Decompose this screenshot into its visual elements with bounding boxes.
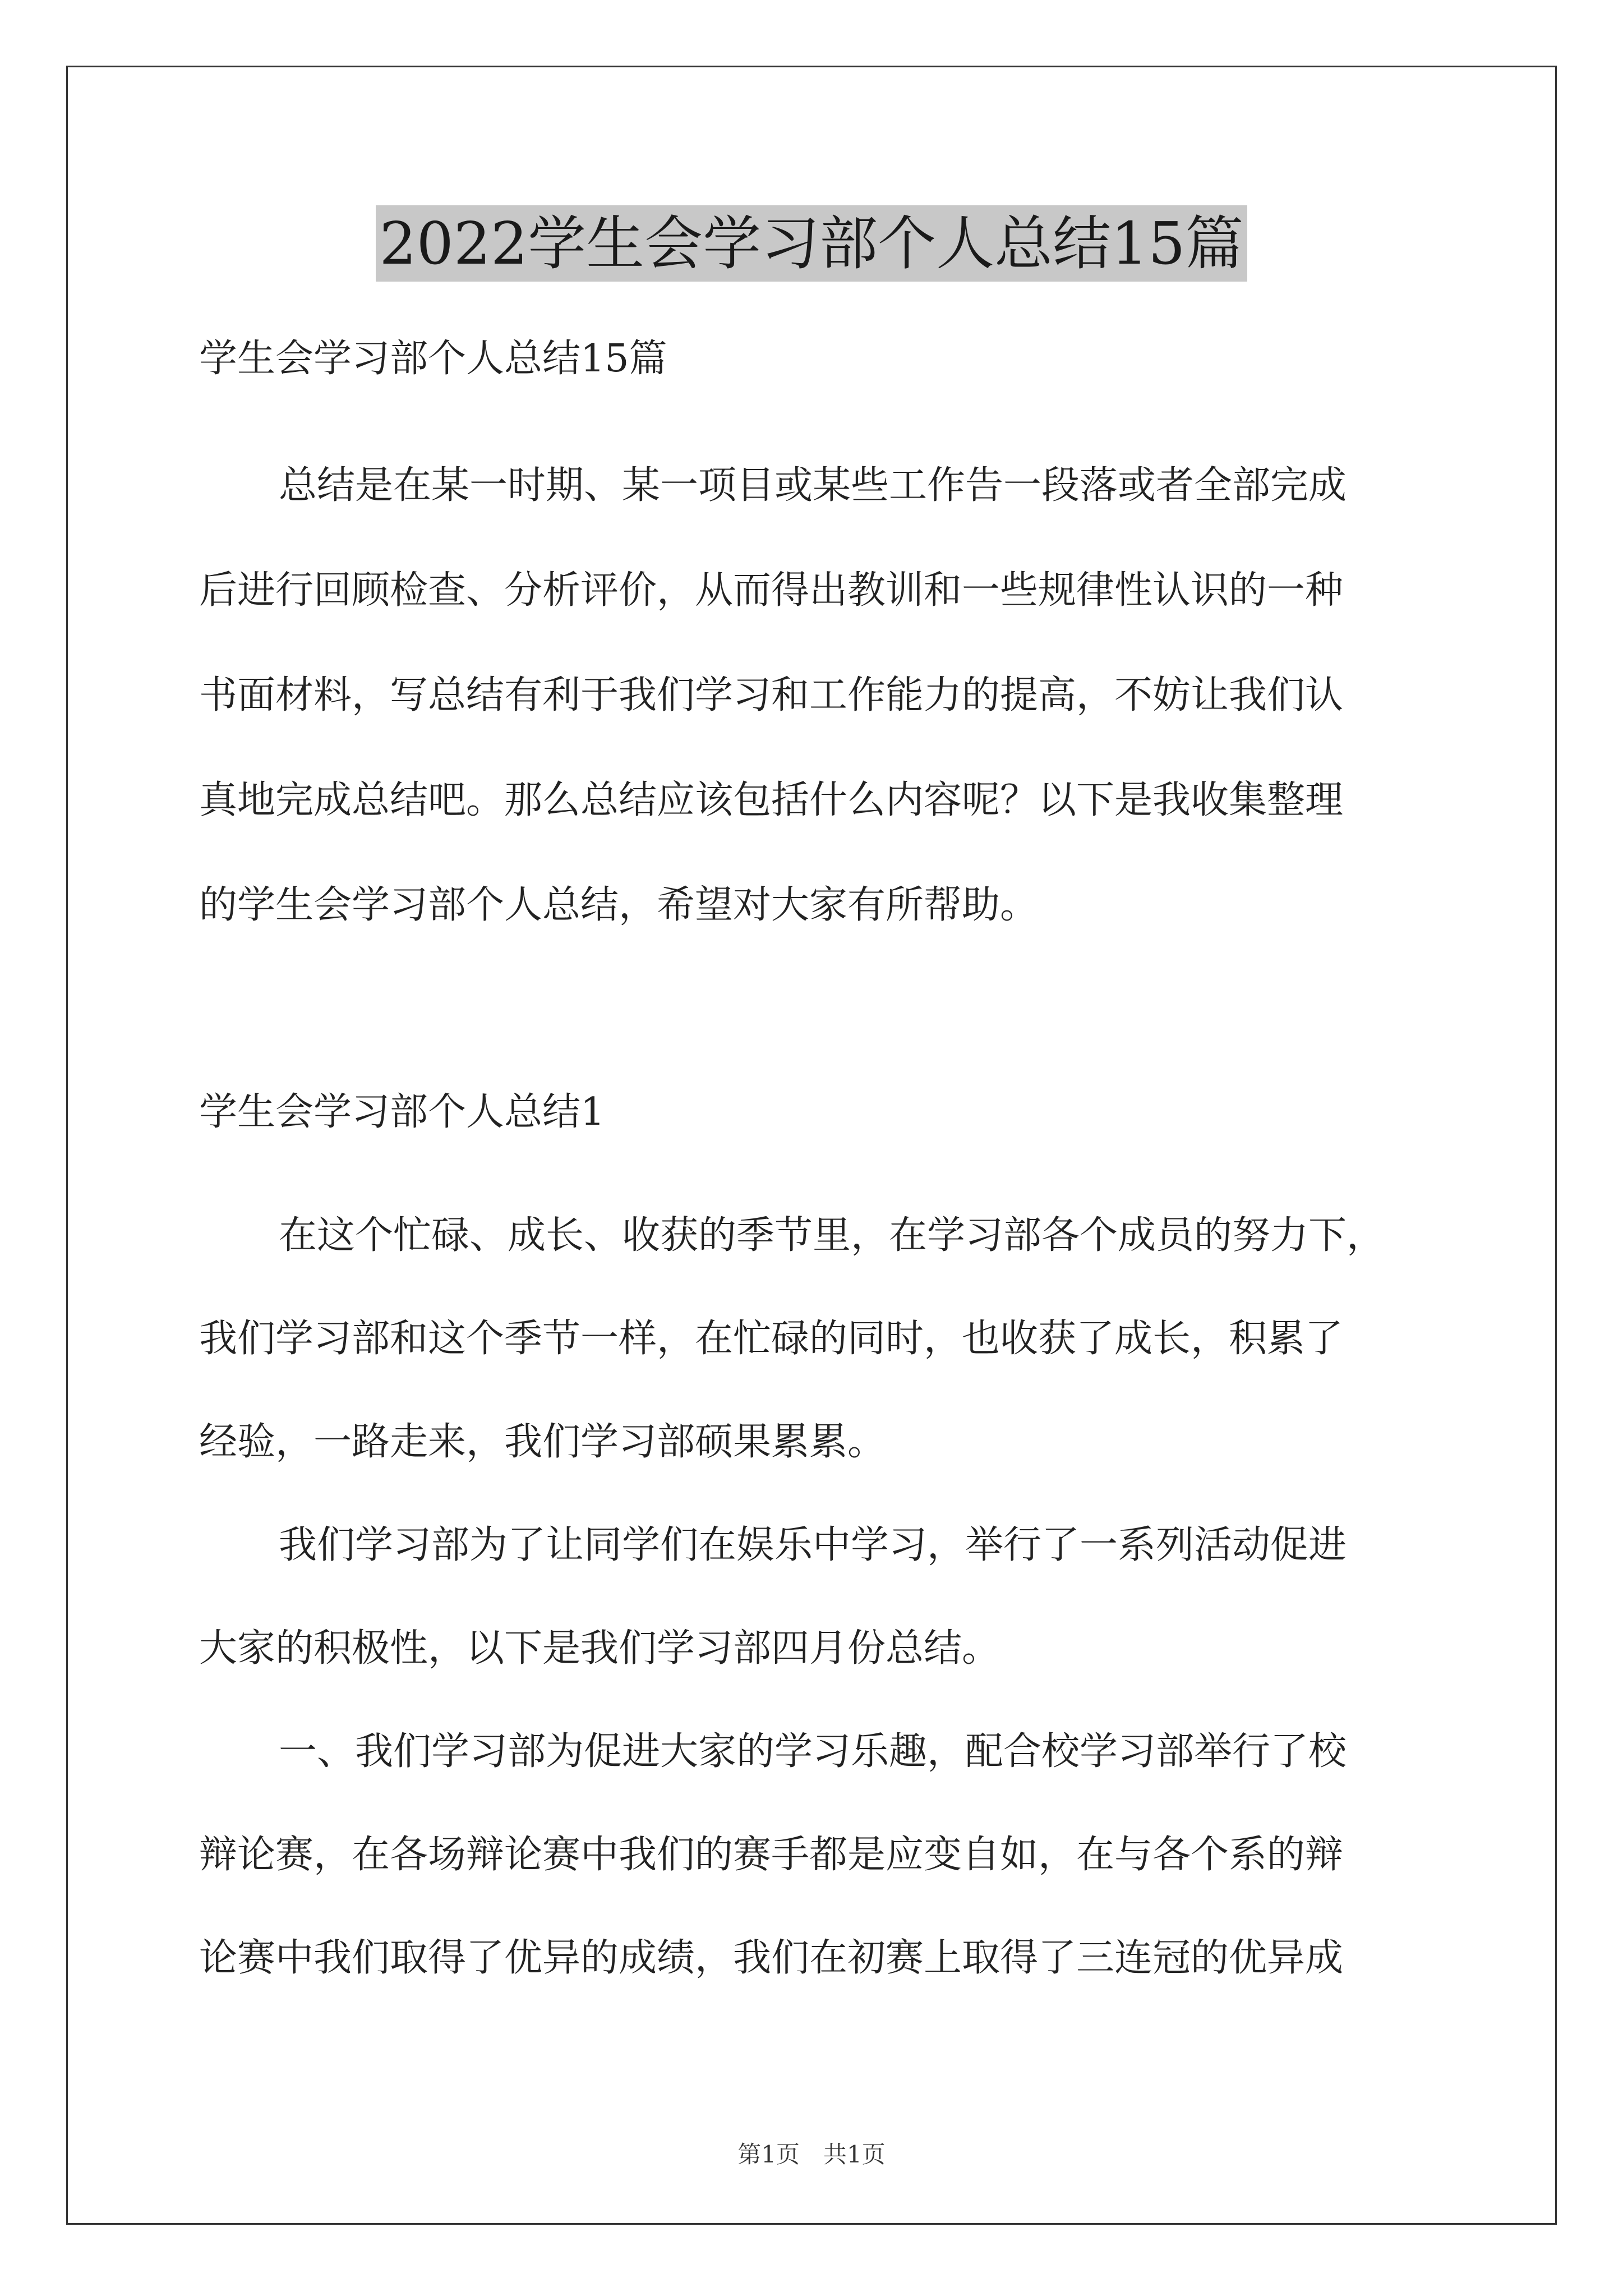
- paragraph-line: 我们学习部和这个季节一样，在忙碌的同时，也收获了成长，积累了: [199, 1317, 1344, 1361]
- page-border: [66, 66, 1557, 2225]
- paragraph-line: 大家的积极性，以下是我们学习部四月份总结。: [199, 1626, 1000, 1671]
- paragraph-line: 在这个忙碌、成长、收获的季节里，在学习部各个成员的努力下，: [279, 1213, 1385, 1258]
- paragraph-line: 一、我们学习部为促进大家的学习乐趣，配合校学习部举行了校: [279, 1729, 1347, 1774]
- paragraph-line: 经验，一路走来，我们学习部硕果累累。: [199, 1420, 886, 1464]
- paragraph-line: 总结是在某一时期、某一项目或某些工作告一段落或者全部完成: [279, 463, 1347, 508]
- paragraph-line: 后进行回顾检查、分析评价，从而得出教训和一些规律性认识的一种: [199, 568, 1344, 613]
- page-number-label: 第1页 共1页: [737, 2141, 886, 2168]
- paragraph-line: 辩论赛，在各场辩论赛中我们的赛手都是应变自如，在与各个系的辩: [199, 1833, 1344, 1877]
- document-title: 2022学生会学习部个人总结15篇: [376, 205, 1247, 282]
- page-footer: [0, 2136, 1623, 2170]
- subtitle-line: 学生会学习部个人总结15篇: [199, 337, 667, 381]
- paragraph-line: 的学生会学习部个人总结，希望对大家有所帮助。: [199, 883, 1039, 927]
- title-container: [0, 205, 1623, 282]
- section-heading: 学生会学习部个人总结1: [199, 1090, 605, 1134]
- paragraph-line: 我们学习部为了让同学们在娱乐中学习，举行了一系列活动促进: [279, 1523, 1347, 1567]
- paragraph-line: 论赛中我们取得了优异的成绩，我们在初赛上取得了三连冠的优异成: [199, 1936, 1344, 1980]
- paragraph-line: 书面材料，写总结有利于我们学习和工作能力的提高，不妨让我们认: [199, 673, 1344, 717]
- paragraph-line: 真地完成总结吧。那么总结应该包括什么内容呢？以下是我收集整理: [199, 778, 1344, 822]
